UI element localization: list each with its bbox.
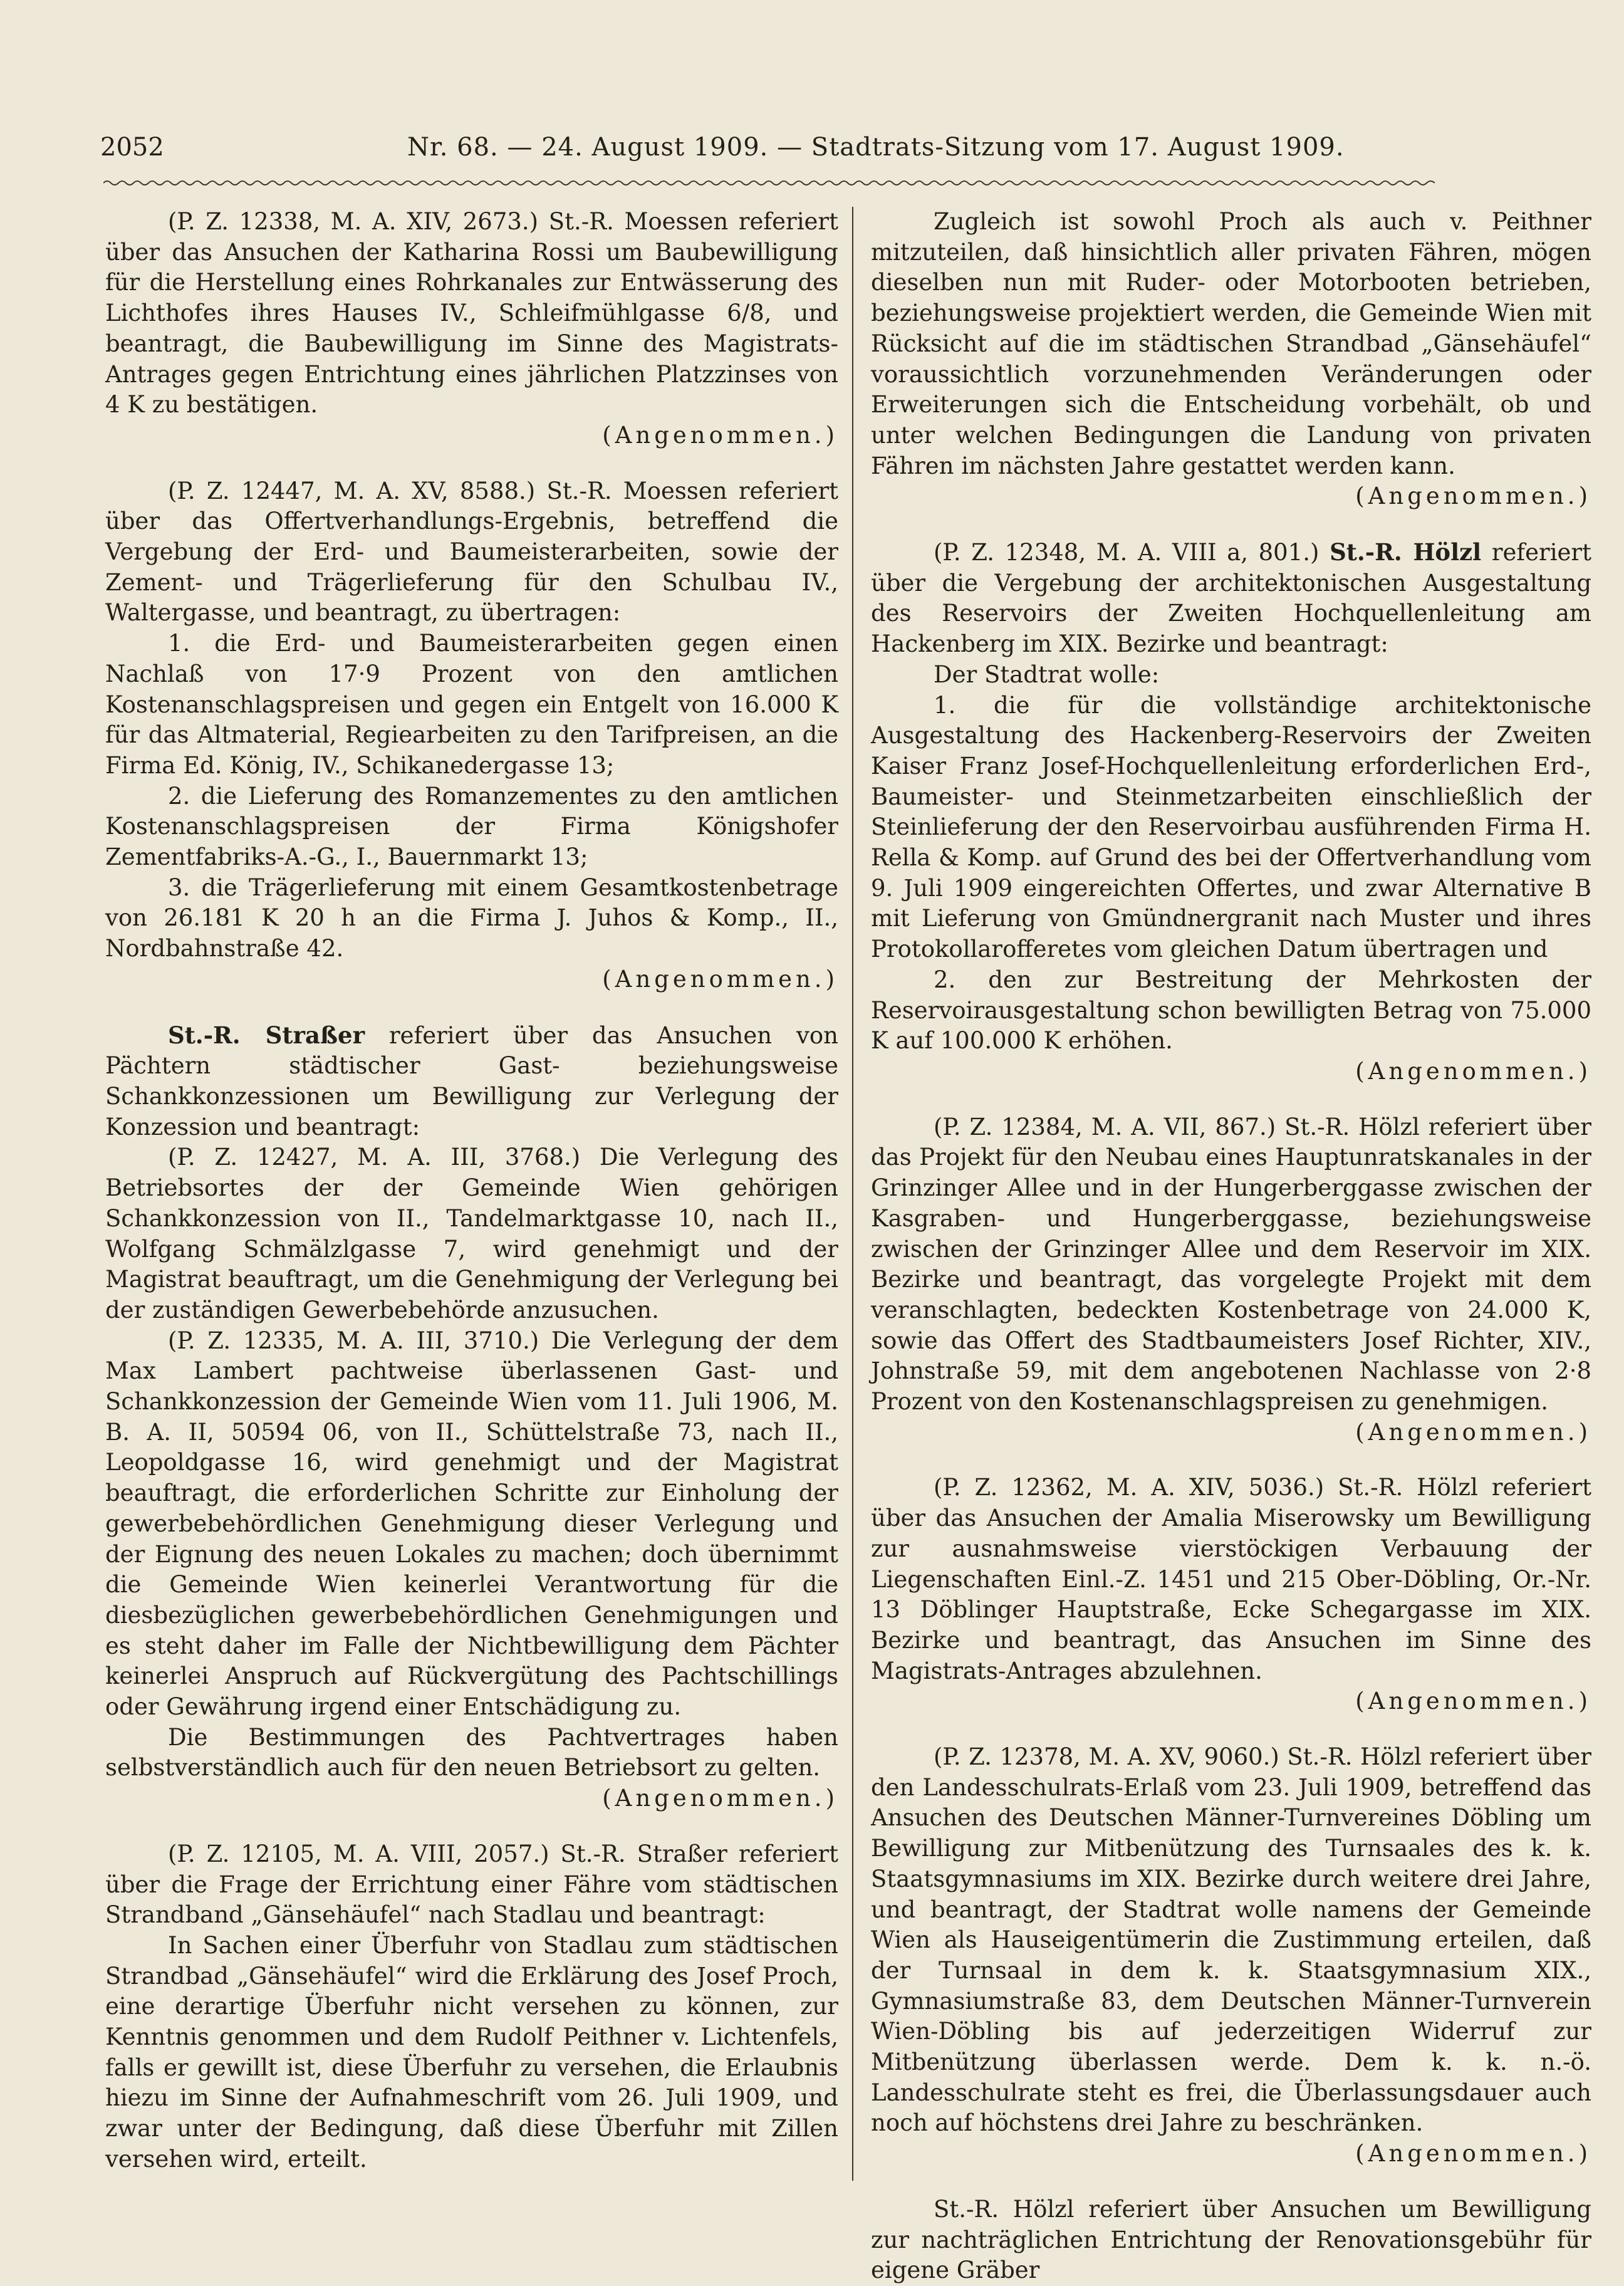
item-12362 (871, 1473, 1591, 1717)
item-12338 (105, 207, 838, 451)
item-12378 (871, 1742, 1591, 2169)
header-wavy-rule (103, 179, 1435, 187)
speaker-name: St.-R. Straßer (168, 1021, 365, 1049)
header-title: Nr. 68. — 24. August 1909. — Stadtrats-Sitzung vom 17. August 1909. (407, 133, 1345, 162)
item-12384 (871, 1112, 1591, 1448)
item-intro-text: referiert über das Ansuchen von Pächtern städtischer Gast- beziehungsweise Schankkonzessionen um Bewilligung zur Verlegung der Konzession und beantragt: (105, 1021, 838, 1140)
item-text: (P. Z. 12384, M. A. VII, 867.) St.-R. Hölzl referiert über das Projekt für den Neubau eines Hauptunratskanales in der Grinzinger Allee und in der Hungerberggasse zwischen der Kasgraben- und Hungerberggasse, beziehungsweise zwischen der Grinzinger Allee und dem Reservoir im XIX. Bezirke und beantragt, das vorgelegte Projekt mit dem veranschlagten, bedeckten Kostenbetrage von 24.000 K, sowie das Offert des Stadtbaumeisters Josef Richter, XIV., Johnstraße 59, mit dem angebotenen Nachlasse von 2·8 Prozent von den Kostenanschlagspreisen zu genehmigen. (871, 1113, 1591, 1416)
decision-label: (Angenommen.) (602, 965, 838, 993)
item-intro-text: referiert über die Vergebung der architektonischen Ausgestaltung des Reservoirs der Zweiten Hochquellenleitung am Hackenberg im XIX. Bezirke und beantragt: (871, 539, 1591, 658)
decision-label: (Angenommen.) (1355, 1057, 1591, 1085)
item-text: (P. Z. 12338, M. A. XIV, 2673.) St.-R. Moessen referiert über das Ansuchen der Katharina Rossi um Baubewilligung für die Herstellung eines Rohrkanales zur Entwässerung des Lichthofes ihres Hauses IV., Schleifmühlgasse 6/8, und beantragt, die Baubewilligung im Sinne des Magistrats-Antrages gegen Entrichtung eines jährlichen Platzzinses von 4 K zu bestätigen. (105, 208, 838, 419)
list-item: Die Bestimmungen des Pachtvertrages haben selbstverständlich auch für den neuen Betriebsort zu gelten. (105, 1723, 838, 1782)
item-intro (105, 1020, 838, 1143)
list-item: 2. den zur Bestreitung der Mehrkosten der Reservoirausgestaltung schon bewilligten Betrag von 75.000 K auf 100.000 K erhöhen. (871, 966, 1591, 1055)
item-text: Zugleich ist sowohl Proch als auch v. Peithner mitzuteilen, daß hinsichtlich aller privaten Fähren, mögen dieselben nun mit Ruder- oder Motorbooten betrieben, beziehungsweise projektiert werden, die Gemeinde Wien mit Rücksicht auf die im städtischen Strandbad „Gänsehäufel“ voraussichtlich vorzunehmenden Veränderungen oder Erweiterungen sich die Entscheidung vorbehält, ob und unter welchen Bedingungen die Landung von privaten Fähren im nächsten Jahre gestattet werden kann. (871, 208, 1591, 479)
page-number: 2052 (100, 133, 164, 162)
item-lead: Der Stadtrat wolle: (934, 660, 1160, 688)
item-intro (871, 537, 1591, 660)
list-item: (P. Z. 12335, M. A. III, 3710.) Die Verlegung der dem Max Lambert pachtweise überlassenen Gast- und Schankkonzession der Gemeinde Wien vom 11. Juli 1906, M. B. A. II, 50594 06, von II., Schüttelstraße 73, nach II., Leopoldgasse 16, wird genehmigt und der Magistrat beauftragt, die erforderlichen Schritte zur Einholung der gewerbebehördlichen Genehmigung dieser Verlegung und der Eignung des neuen Lokales zu machen; doch übernimmt die Gemeinde Wien keinerlei Verantwortung für die diesbezüglichen gewerbebehördlichen Genehmigungen und es steht daher im Falle der Nichtbewilligung dem Pächter keinerlei Anspruch auf Rückvergütung des Pachtschillings oder Gewährung irgend einer Entschädigung zu. (105, 1327, 838, 1721)
item-ref: (P. Z. 12348, M. A. VIII a, 801.) (934, 539, 1320, 566)
decision-label: (Angenommen.) (602, 1785, 838, 1812)
item-intro: (P. Z. 12447, M. A. XV, 8588.) St.-R. Moessen referiert über das Offertverhandlungs-Ergebnis, betreffend die Vergebung der Erd- und Baumeisterarbeiten, sowie der Zement- und Trägerlieferung für den Schulbau IV., Waltergasse, und beantragt, zu übertragen: (105, 477, 838, 627)
item-text: (P. Z. 12362, M. A. XIV, 5036.) St.-R. Hölzl referiert über das Ansuchen der Amalia Miserowsky um Bewilligung zur ausnahmsweise vierstöckigen Verbauung der Liegenschaften Einl.-Z. 1451 und 215 Ober-Döbling, Or.-Nr. 13 Döblinger Hauptstraße, Ecke Schegargasse im XIX. Bezirke und beantragt, das Ansuchen im Sinne des Magistrats-Antrages abzulehnen. (871, 1474, 1591, 1684)
left-column (105, 207, 838, 2175)
item-12348 (871, 537, 1591, 1087)
list-item: 2. die Lieferung des Romanzementes zu den amtlichen Kostenanschlagspreisen der Firma Königshofer Zementfabriks-A.-G., I., Bauernmarkt 13; (105, 782, 838, 871)
item-text: (P. Z. 12378, M. A. XV, 9060.) St.-R. Hölzl referiert über den Landesschulrats-Erlaß vom 23. Juli 1909, betreffend das Ansuchen des Deutschen Männer-Turnvereines Döbling um Bewilligung zur Mitbenützung des Turnsaales des k. k. Staatsgymnasiums im XIX. Bezirke durch weitere drei Jahre, und beantragt, der Stadtrat wolle namens der Gemeinde Wien als Hauseigentümerin die Zustimmung erteilen, daß der Turnsaal in dem k. k. Staatsgymnasium XIX., Gymnasiumstraße 83, dem Deutschen Männer-Turnverein Wien-Döbling bis auf jederzeitigen Widerruf zur Mitbenützung überlassen werde. Dem k. k. n.-ö. Landesschulrate steht es frei, die Überlassungsdauer auch noch auf höchstens drei Jahre zu beschränken. (871, 1743, 1591, 2137)
list-item: (P. Z. 12427, M. A. III, 3768.) Die Verlegung des Betriebsortes der der Gemeinde Wien gehörigen Schankkonzession von II., Tandelmarktgasse 10, nach II., Wolfgang Schmälzlgasse 7, wird genehmigt und der Magistrat beauftragt, um die Genehmigung der Verlegung bei der zuständigen Gewerbebehörde anzusuchen. (105, 1144, 838, 1323)
item-12105 (105, 1839, 838, 2175)
item-text: St.-R. Hölzl referiert über Ansuchen um Bewilligung zur nachträglichen Entrichtung der Renovationsgebühr für eigene Gräber (871, 2195, 1591, 2284)
decision-label: (Angenommen.) (1355, 2140, 1591, 2168)
item-12447 (105, 476, 838, 995)
speaker-name: St.-R. Hölzl (1330, 538, 1482, 566)
item-intro: (P. Z. 12105, M. A. VIII, 2057.) St.-R. Straßer referiert über die Frage der Errichtung einer Fähre vom städtischen Strandband „Gänsehäufel“ nach Stadlau und beantragt: (105, 1840, 838, 1929)
decision-label: (Angenommen.) (1355, 1688, 1591, 1715)
decision-label: (Angenommen.) (1355, 483, 1591, 510)
page-header (100, 133, 1435, 170)
decision-label: (Angenommen.) (602, 421, 838, 449)
list-item: 1. die Erd- und Baumeisterarbeiten gegen einen Nachlaß von 17·9 Prozent von den amtlichen Kostenanschlagspreisen und gegen ein Entgelt von 16.000 K für das Altmaterial, Regiearbeiten zu den Tarifpreisen, an die Firma Ed. König, IV., Schikanedergasse 13; (105, 630, 838, 779)
item-strasser-concessions (105, 1020, 838, 1814)
column-divider (852, 207, 853, 2181)
list-item: 3. die Trägerlieferung mit einem Gesamtkostenbetrage von 26.181 K 20 h an die Firma J. Juhos & Komp., II., Nordbahnstraße 42. (105, 874, 838, 963)
list-item: 1. die für die vollständige architektonische Ausgestaltung des Hackenberg-Reservoirs der Zweiten Kaiser Franz Josef-Hochquellenleitung erforderlichen Erd-, Baumeister- und Steinmetzarbeiten einschließlich der Steinlieferung der den Reservoirbau ausführenden Firma H. Rella & Komp. auf Grund des bei der Offertverhandlung vom 9. Juli 1909 eingereichten Offertes, und zwar Alternative B mit Lieferung von Gmündnergranit nach Muster und ihres Protokollarofferetes vom gleichen Datum übertragen und (871, 691, 1591, 963)
item-proch-peithner (871, 207, 1591, 512)
item-body: In Sachen einer Überfuhr von Stadlau zum städtischen Strandbad „Gänsehäufel“ wird die Erklärung des Josef Proch, eine derartige Überfuhr nicht versehen zu können, zur Kenntnis genommen und dem Rudolf Peithner v. Lichtenfels, falls er gewillt ist, diese Überfuhr zu versehen, die Erlaubnis hiezu im Sinne der Aufnahmeschrift vom 26. Juli 1909, und zwar unter der Bedingung, daß diese Überfuhr mit Zillen versehen wird, erteilt. (105, 1931, 838, 2173)
right-column (871, 207, 1591, 2286)
decision-label: (Angenommen.) (1355, 1418, 1591, 1446)
